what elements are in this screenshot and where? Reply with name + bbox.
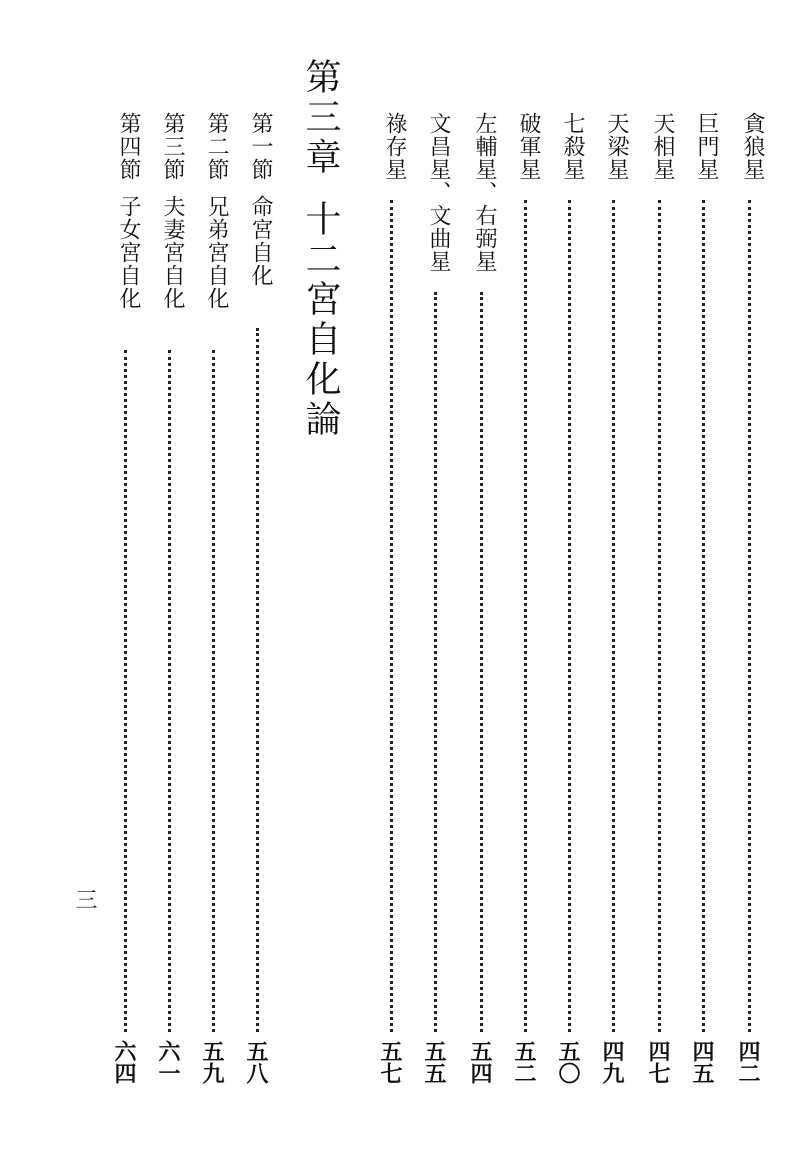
dot-leader xyxy=(612,200,618,1032)
dot-leader xyxy=(524,200,530,1032)
toc-section-entry xyxy=(198,112,232,310)
dot-leader xyxy=(568,200,574,1032)
dot-leader xyxy=(434,292,440,1032)
page-number: 四九 xyxy=(599,1040,625,1084)
section-title: 兄弟宮自化 xyxy=(204,195,229,310)
chapter-title: 十二宮自化論 xyxy=(300,200,341,440)
section-label: 第一節 xyxy=(248,112,273,181)
dot-leader xyxy=(702,200,708,1032)
toc-entry-title: 文昌星、文曲星 xyxy=(426,112,451,273)
page-number: 五七 xyxy=(377,1040,403,1084)
toc-section-entry xyxy=(242,112,276,287)
page-number: 五四 xyxy=(467,1040,493,1084)
page-number: 五五 xyxy=(421,1040,447,1084)
dot-leader xyxy=(748,200,754,1032)
toc-entry-title: 祿存星 xyxy=(382,112,407,181)
page-number: 四七 xyxy=(645,1040,671,1084)
chapter-heading xyxy=(298,58,346,440)
page-number: 四二 xyxy=(735,1040,761,1084)
section-label: 第三節 xyxy=(160,112,185,181)
dot-leader xyxy=(480,292,486,1032)
dot-leader xyxy=(212,350,218,1032)
section-label: 第二節 xyxy=(204,112,229,181)
toc-entry-title: 七殺星 xyxy=(560,112,585,181)
page-number: 五〇 xyxy=(555,1040,581,1084)
page-number: 五二 xyxy=(511,1040,537,1084)
page-number: 五九 xyxy=(199,1040,225,1084)
folio-page-number: 三 xyxy=(72,888,97,910)
toc-entry-title: 左輔星、右弼星 xyxy=(472,112,497,273)
section-title: 子女宮自化 xyxy=(116,195,141,310)
toc-entry-title: 巨門星 xyxy=(694,112,719,181)
section-title: 夫妻宮自化 xyxy=(160,195,185,310)
page-number: 五八 xyxy=(243,1040,269,1084)
page-number: 四五 xyxy=(689,1040,715,1084)
page-number: 六四 xyxy=(111,1040,137,1084)
toc-entry-title: 貪狼星 xyxy=(740,112,765,181)
toc-entry-title: 破軍星 xyxy=(516,112,541,181)
chapter-label: 第三章 xyxy=(300,58,341,178)
dot-leader xyxy=(124,350,130,1032)
section-label: 第四節 xyxy=(116,112,141,181)
dot-leader xyxy=(390,200,396,1032)
toc-entry-title: 天相星 xyxy=(650,112,675,181)
page-number: 六一 xyxy=(155,1040,181,1084)
dot-leader xyxy=(658,200,664,1032)
toc-section-entry xyxy=(110,112,144,310)
dot-leader xyxy=(168,350,174,1032)
toc-section-entry xyxy=(154,112,188,310)
toc-entry-title: 天梁星 xyxy=(604,112,629,181)
section-title: 命宮自化 xyxy=(248,195,273,287)
dot-leader xyxy=(256,328,262,1032)
